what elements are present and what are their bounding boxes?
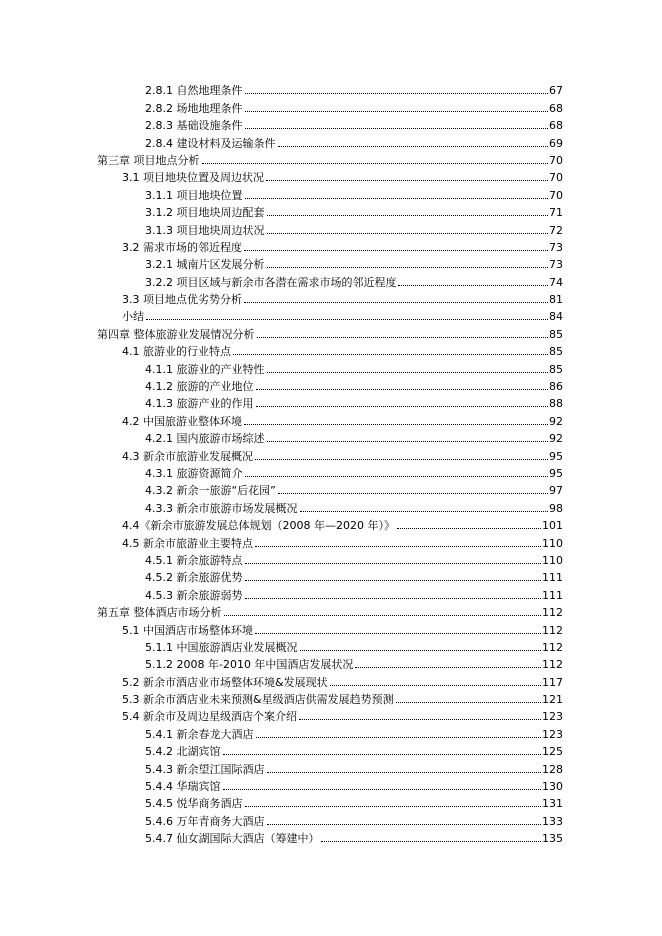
toc-entry[interactable]	[0, 97, 662, 114]
dot-leader	[267, 772, 542, 773]
toc-entry[interactable]	[0, 376, 662, 393]
dot-leader	[233, 354, 548, 355]
toc-entry-title: 4.4《新余市旅游发展总体规划（2008 年—2020 年）》	[122, 519, 395, 533]
toc-entry-page-number: 101	[542, 519, 563, 533]
toc-entry-page-number: 85	[549, 345, 563, 359]
toc-entry-page-number: 85	[549, 327, 563, 341]
toc-entry[interactable]	[0, 202, 662, 219]
toc-entry-title: 3.3 项目地点优劣势分析	[122, 293, 242, 307]
toc-entry-title: 5.1 中国酒店市场整体环境	[122, 623, 253, 637]
dot-leader	[267, 441, 549, 442]
dot-leader	[278, 493, 548, 494]
toc-entry[interactable]	[0, 793, 662, 810]
dot-leader	[245, 598, 542, 599]
dot-leader	[355, 667, 541, 668]
dot-leader	[244, 424, 548, 425]
toc-entry-title: 第三章 项目地点分析	[97, 153, 200, 167]
toc-entry-title: 5.4.6 万年青商务大酒店	[145, 814, 265, 828]
dot-leader	[223, 789, 542, 790]
toc-entry-page-number: 70	[549, 153, 563, 167]
dot-leader	[321, 841, 541, 842]
toc-entry[interactable]	[0, 463, 662, 480]
dot-leader	[245, 128, 549, 129]
toc-entry-page-number: 86	[549, 380, 563, 394]
toc-entry[interactable]	[0, 550, 662, 567]
toc-entry-page-number: 67	[549, 84, 563, 98]
dot-leader	[267, 372, 549, 373]
toc-entry[interactable]	[0, 758, 662, 775]
toc-entry[interactable]	[0, 584, 662, 601]
toc-entry-page-number: 123	[542, 727, 563, 741]
toc-entry[interactable]	[0, 184, 662, 201]
toc-entry-page-number: 73	[549, 240, 563, 254]
dot-leader	[396, 702, 541, 703]
toc-entry[interactable]	[0, 689, 662, 706]
toc-entry-title: 4.3.3 新余市旅游市场发展概况	[145, 501, 298, 515]
dot-leader	[300, 511, 549, 512]
toc-entry-page-number: 110	[542, 553, 563, 567]
toc-entry[interactable]	[0, 602, 662, 619]
toc-entry-title: 3.2 需求市场的邻近程度	[122, 240, 242, 254]
toc-entry-title: 3.1.3 项目地块周边状况	[145, 223, 265, 237]
toc-entry-title: 5.4.4 华瑞宾馆	[145, 780, 221, 794]
dot-leader	[267, 267, 549, 268]
toc-entry-page-number: 81	[549, 293, 563, 307]
toc-entry-title: 4.5.2 新余旅游优势	[145, 571, 243, 585]
dot-leader	[255, 459, 548, 460]
toc-entry-page-number: 128	[542, 762, 563, 776]
toc-entry[interactable]	[0, 341, 662, 358]
dot-leader	[244, 250, 548, 251]
toc-entry[interactable]	[0, 706, 662, 723]
toc-entry[interactable]	[0, 289, 662, 306]
toc-entry-title: 2.8.4 建设材料及运输条件	[145, 136, 276, 150]
toc-entry-page-number: 88	[549, 397, 563, 411]
toc-entry-page-number: 125	[542, 745, 563, 759]
toc-entry-title: 5.4.1 新余春龙大酒店	[145, 727, 254, 741]
toc-entry-title: 3.1.2 项目地块周边配套	[145, 206, 265, 220]
toc-entry-title: 小结	[122, 310, 144, 324]
toc-entry[interactable]	[0, 428, 662, 445]
dot-leader	[223, 754, 542, 755]
toc-entry-title: 4.3.2 新余一旅游“后花园”	[145, 484, 276, 498]
toc-entry-title: 第四章 整体旅游业发展情况分析	[97, 327, 255, 341]
toc-entry-page-number: 73	[549, 258, 563, 272]
toc-entry-title: 4.2 中国旅游业整体环境	[122, 414, 242, 428]
toc-entry-page-number: 71	[549, 206, 563, 220]
dot-leader	[398, 285, 548, 286]
dot-leader	[255, 546, 541, 547]
table-of-contents	[0, 80, 662, 845]
toc-entry[interactable]	[0, 150, 662, 167]
toc-entry-page-number: 69	[549, 136, 563, 150]
dot-leader	[330, 685, 541, 686]
toc-entry-page-number: 68	[549, 101, 563, 115]
toc-entry[interactable]	[0, 167, 662, 184]
toc-entry-title: 4.1 旅游业的行业特点	[122, 345, 231, 359]
toc-entry-title: 第五章 整体酒店市场分析	[97, 606, 222, 620]
toc-entry[interactable]	[0, 237, 662, 254]
toc-entry-title: 5.3 新余市酒店业未来预测&星级酒店供需发展趋势预测	[122, 693, 394, 707]
dot-leader	[278, 146, 549, 147]
toc-entry[interactable]	[0, 393, 662, 410]
toc-entry-title: 2.8.2 场地地理条件	[145, 101, 243, 115]
dot-leader	[299, 719, 541, 720]
toc-entry-title: 2.8.1 自然地理条件	[145, 84, 243, 98]
dot-leader	[267, 824, 542, 825]
dot-leader	[245, 563, 542, 564]
toc-entry[interactable]	[0, 115, 662, 132]
toc-entry-page-number: 117	[542, 675, 563, 689]
toc-entry[interactable]	[0, 497, 662, 514]
toc-entry[interactable]	[0, 132, 662, 149]
toc-entry-page-number: 97	[549, 484, 563, 498]
toc-entry[interactable]	[0, 567, 662, 584]
toc-entry-page-number: 95	[549, 466, 563, 480]
toc-entry[interactable]	[0, 323, 662, 340]
dot-leader	[245, 806, 542, 807]
toc-entry-title: 5.4.2 北湖宾馆	[145, 745, 221, 759]
toc-entry-page-number: 121	[542, 693, 563, 707]
dot-leader	[245, 93, 549, 94]
toc-entry-title: 3.2.1 城南片区发展分析	[145, 258, 265, 272]
toc-entry[interactable]	[0, 358, 662, 375]
toc-entry[interactable]	[0, 219, 662, 236]
dot-leader	[245, 476, 549, 477]
toc-entry-page-number: 110	[542, 536, 563, 550]
toc-entry-page-number: 131	[542, 797, 563, 811]
toc-entry[interactable]	[0, 445, 662, 462]
toc-entry[interactable]	[0, 480, 662, 497]
toc-entry-title: 4.3 新余市旅游业发展概况	[122, 449, 253, 463]
dot-leader	[256, 406, 549, 407]
toc-entry-title: 4.1.1 旅游业的产业特性	[145, 362, 265, 376]
toc-entry-page-number: 111	[542, 588, 563, 602]
toc-entry[interactable]	[0, 271, 662, 288]
dot-leader	[224, 615, 542, 616]
toc-entry-title: 4.2.1 国内旅游市场综述	[145, 432, 265, 446]
dot-leader	[244, 302, 548, 303]
dot-leader	[300, 650, 542, 651]
toc-entry[interactable]	[0, 515, 662, 532]
toc-entry-title: 2.8.3 基础设施条件	[145, 119, 243, 133]
toc-entry-page-number: 92	[549, 432, 563, 446]
toc-entry-title: 4.3.1 旅游资源简介	[145, 466, 243, 480]
toc-entry-title: 4.1.2 旅游的产业地位	[145, 380, 254, 394]
toc-entry-page-number: 95	[549, 449, 563, 463]
toc-entry[interactable]	[0, 532, 662, 549]
dot-leader	[245, 111, 549, 112]
toc-entry-title: 4.5.1 新余旅游特点	[145, 553, 243, 567]
toc-entry-page-number: 112	[542, 658, 563, 672]
toc-entry-page-number: 92	[549, 414, 563, 428]
toc-entry-page-number: 123	[542, 710, 563, 724]
toc-entry[interactable]	[0, 723, 662, 740]
toc-entry[interactable]	[0, 80, 662, 97]
toc-entry-page-number: 135	[542, 832, 563, 846]
toc-entry-page-number: 85	[549, 362, 563, 376]
toc-entry-title: 5.4.5 悦华商务酒店	[145, 797, 243, 811]
toc-entry[interactable]	[0, 828, 662, 845]
toc-entry-page-number: 70	[549, 188, 563, 202]
toc-entry-page-number: 84	[549, 310, 563, 324]
toc-entry-title: 5.1.2 2008 年-2010 年中国酒店发展状况	[145, 658, 354, 672]
dot-leader	[245, 580, 542, 581]
toc-entry-title: 3.1 项目地块位置及周边状况	[122, 171, 264, 185]
toc-entry-page-number: 74	[549, 275, 563, 289]
toc-entry-title: 3.2.2 项目区域与新余市各潜在需求市场的邻近程度	[145, 275, 397, 289]
toc-entry-title: 4.5.3 新余旅游弱势	[145, 588, 243, 602]
dot-leader	[255, 633, 541, 634]
dot-leader	[397, 528, 541, 529]
toc-entry-page-number: 112	[542, 606, 563, 620]
dot-leader	[256, 389, 549, 390]
toc-entry-title: 5.4.3 新余望江国际酒店	[145, 762, 265, 776]
toc-entry[interactable]	[0, 654, 662, 671]
toc-entry-title: 4.5 新余市旅游业主要特点	[122, 536, 253, 550]
toc-entry-page-number: 111	[542, 571, 563, 585]
toc-entry-page-number: 112	[542, 640, 563, 654]
toc-entry-page-number: 133	[542, 814, 563, 828]
toc-entry[interactable]	[0, 810, 662, 827]
toc-entry[interactable]	[0, 306, 662, 323]
toc-entry[interactable]	[0, 741, 662, 758]
toc-entry[interactable]	[0, 254, 662, 271]
dot-leader	[202, 163, 549, 164]
toc-entry-title: 5.4.7 仙女湖国际大酒店（筹建中）	[145, 832, 320, 846]
toc-entry-page-number: 72	[549, 223, 563, 237]
toc-entry[interactable]	[0, 410, 662, 427]
toc-entry-page-number: 68	[549, 119, 563, 133]
dot-leader	[267, 233, 549, 234]
toc-entry[interactable]	[0, 671, 662, 688]
toc-entry[interactable]	[0, 776, 662, 793]
toc-entry-page-number: 98	[549, 501, 563, 515]
dot-leader	[266, 180, 548, 181]
dot-leader	[245, 198, 549, 199]
toc-entry-title: 4.1.3 旅游产业的作用	[145, 397, 254, 411]
toc-entry-page-number: 130	[542, 780, 563, 794]
toc-entry-title: 5.2 新余市酒店业市场整体环境&发展现状	[122, 675, 328, 689]
dot-leader	[256, 737, 542, 738]
dot-leader	[146, 319, 548, 320]
toc-entry-title: 3.1.1 项目地块位置	[145, 188, 243, 202]
dot-leader	[267, 215, 549, 216]
toc-entry-page-number: 70	[549, 171, 563, 185]
dot-leader	[257, 337, 549, 338]
toc-entry-title: 5.1.1 中国旅游酒店业发展概况	[145, 640, 298, 654]
toc-entry[interactable]	[0, 637, 662, 654]
toc-entry-page-number: 112	[542, 623, 563, 637]
toc-entry[interactable]	[0, 619, 662, 636]
toc-entry-title: 5.4 新余市及周边星级酒店个案介绍	[122, 710, 297, 724]
